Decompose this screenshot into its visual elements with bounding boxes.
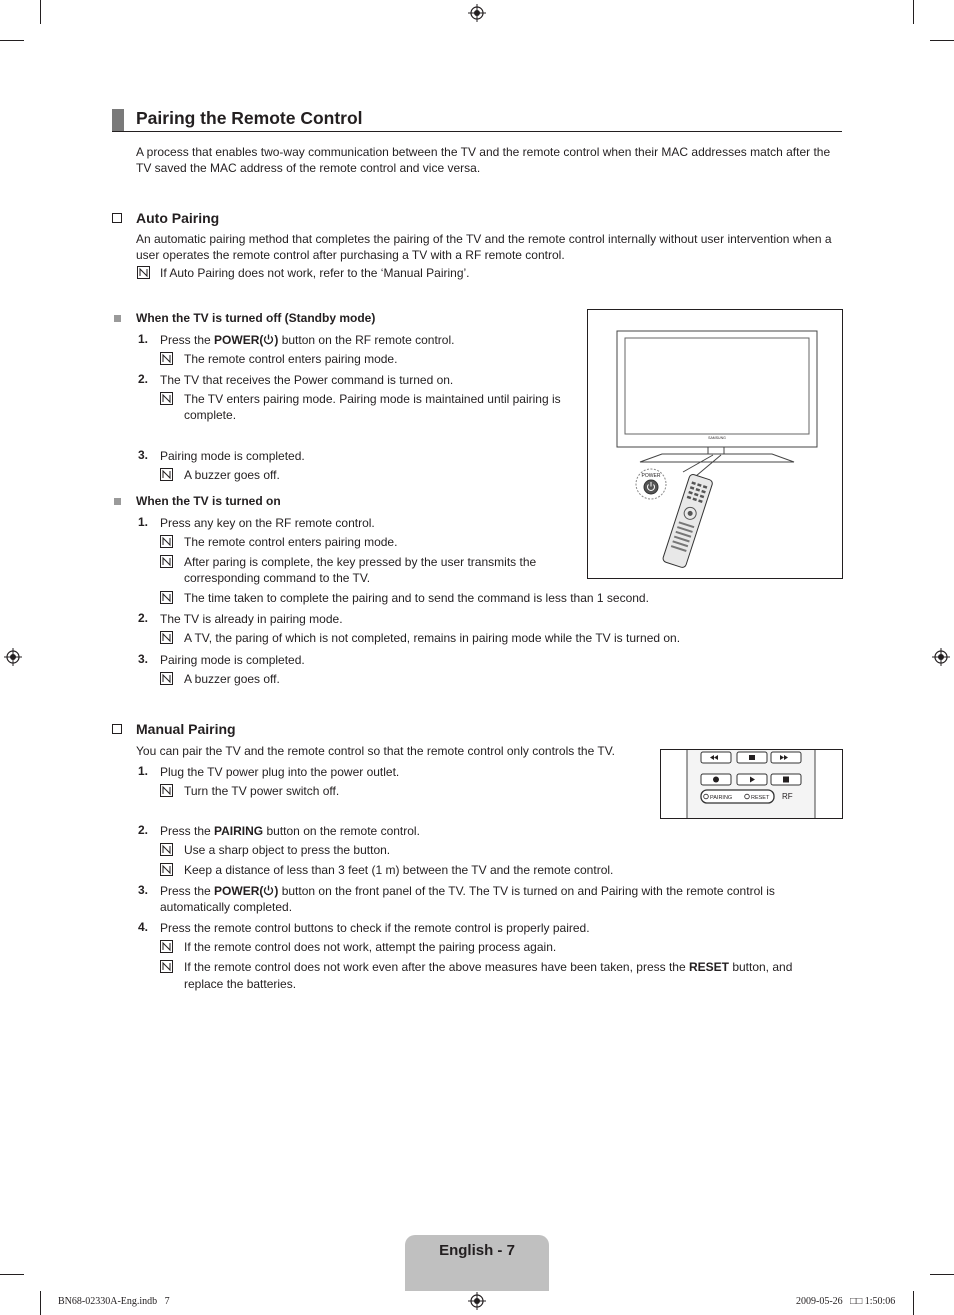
step-number: 3. xyxy=(138,883,149,897)
reset-label: RESET xyxy=(751,794,770,801)
step-number: 1. xyxy=(138,515,149,529)
note-icon xyxy=(160,392,173,405)
step-number: 4. xyxy=(138,920,149,934)
pairing-button-figure xyxy=(660,749,843,819)
registration-mark-icon xyxy=(4,648,22,666)
manual-step-2-note-1: Use a sharp object to press the button. xyxy=(184,843,391,857)
crop-mark xyxy=(40,0,41,24)
standby-step-1: Press the POWER( ) button on the RF remote control. xyxy=(160,333,455,347)
standby-step-2-note: The TV enters pairing mode. Pairing mode is maintained until pairing is complete. xyxy=(184,392,561,422)
crop-mark xyxy=(913,1291,914,1315)
manual-step-3: Press the POWER( ) button on the front panel of the TV. The TV is turned on and Pairing with the remote control is xyxy=(160,884,775,898)
manual-pairing-heading: Manual Pairing xyxy=(136,721,236,737)
crop-mark xyxy=(0,1274,24,1275)
note-icon xyxy=(160,784,173,797)
standby-step-3-note: A buzzer goes off. xyxy=(184,468,280,482)
on-step-1-note-1: The remote control enters pairing mode. xyxy=(184,535,398,549)
note-icon xyxy=(137,266,150,279)
step-number: 3. xyxy=(138,448,149,462)
step-number: 1. xyxy=(138,332,149,346)
note-icon xyxy=(160,960,173,973)
note-icon xyxy=(160,672,173,685)
auto-pairing-note: If Auto Pairing does not work, refer to the ‘Manual Pairing’. xyxy=(160,266,470,280)
crop-mark xyxy=(40,1291,41,1315)
step-number: 3. xyxy=(138,652,149,666)
tv-on-heading: When the TV is turned on xyxy=(136,494,281,508)
manual-step-1: Plug the TV power plug into the power outlet. xyxy=(160,765,400,779)
manual-step-2: Press the PAIRING button on the remote control. xyxy=(160,824,420,838)
standby-step-1-note: The remote control enters pairing mode. xyxy=(184,352,398,366)
manual-step-2-note-2: Keep a distance of less than 3 feet (1 m) between the TV and the remote control. xyxy=(184,863,614,877)
registration-mark-icon xyxy=(468,4,486,22)
title-bar xyxy=(112,109,124,131)
step-number: 2. xyxy=(138,372,149,386)
on-step-2: The TV is already in pairing mode. xyxy=(160,612,343,626)
page-number: English - 7 xyxy=(439,1242,515,1259)
intro-paragraph: A process that enables two-way communication between the TV and the remote control when their MAC addresses match after the TV saved the MAC address of the remote control and vice versa. xyxy=(136,145,831,175)
rf-label: RF xyxy=(782,792,793,801)
on-step-3-note: A buzzer goes off. xyxy=(184,672,280,686)
on-step-1: Press any key on the RF remote control. xyxy=(160,516,375,530)
step-number: 2. xyxy=(138,611,149,625)
on-step-1-note-2: After paring is complete, the key pressed by the user transmits the corresponding command to the TV. xyxy=(184,555,537,585)
note-icon xyxy=(160,843,173,856)
power-icon xyxy=(263,885,274,896)
square-bullet-icon xyxy=(114,498,121,505)
note-icon xyxy=(160,940,173,953)
manual-step-1-note: Turn the TV power switch off. xyxy=(184,784,340,798)
crop-mark xyxy=(913,0,914,24)
on-step-3: Pairing mode is completed. xyxy=(160,653,305,667)
step-number: 1. xyxy=(138,764,149,778)
title-rule xyxy=(112,131,842,132)
note-icon xyxy=(160,591,173,604)
pairing-label: PAIRING xyxy=(710,794,733,801)
auto-pairing-heading: Auto Pairing xyxy=(136,210,220,226)
note-icon xyxy=(160,555,173,568)
standby-step-2: The TV that receives the Power command is turned on. xyxy=(160,373,454,387)
remote-buttons-illustration xyxy=(661,750,842,818)
tv-remote-illustration xyxy=(588,310,842,578)
manual-step-3-line-2: automatically completed. xyxy=(160,900,293,914)
manual-step-4-note-1: If the remote control does not work, attempt the pairing process again. xyxy=(184,940,557,954)
registration-mark-icon xyxy=(468,1292,486,1310)
standby-step-3: Pairing mode is completed. xyxy=(160,449,305,463)
crop-mark xyxy=(930,1274,954,1275)
checkbox-bullet-icon xyxy=(112,213,122,223)
crop-mark xyxy=(930,40,954,41)
manual-pairing-desc: You can pair the TV and the remote control so that the remote control only controls the TV. xyxy=(136,744,615,758)
on-step-1-note-3: The time taken to complete the pairing and to send the command is less than 1 second. xyxy=(184,591,649,605)
checkbox-bullet-icon xyxy=(112,724,122,734)
manual-step-4-note-2: If the remote control does not work even after the above measures have been taken, press the RESET button, and xyxy=(184,960,793,974)
tv-remote-figure xyxy=(587,309,843,579)
power-icon xyxy=(263,334,274,345)
registration-mark-icon xyxy=(932,648,950,666)
note-icon xyxy=(160,631,173,644)
step-number: 2. xyxy=(138,823,149,837)
footer-date: 2009-05-26 □□ 1:50:06 xyxy=(796,1296,896,1307)
note-icon xyxy=(160,468,173,481)
standby-heading: When the TV is turned off (Standby mode) xyxy=(136,311,376,325)
note-icon xyxy=(160,352,173,365)
crop-mark xyxy=(0,40,24,41)
tv-brand: SAMSUNG xyxy=(708,436,726,440)
page-title: Pairing the Remote Control xyxy=(136,108,363,128)
note-icon xyxy=(160,535,173,548)
footer-file: BN68-02330A-Eng.indb 7 xyxy=(58,1296,170,1307)
manual-step-4: Press the remote control buttons to check if the remote control is properly paired. xyxy=(160,921,590,935)
on-step-2-note: A TV, the paring of which is not completed, remains in pairing mode while the TV is turned on. xyxy=(184,631,681,645)
note-icon xyxy=(160,863,173,876)
auto-pairing-desc: An automatic pairing method that completes the pairing of the TV and the remote control internally without user intervention when a user operates the remote control after purchasing a TV with a RF remote control. xyxy=(136,232,832,262)
power-label: POWER xyxy=(641,473,661,479)
square-bullet-icon xyxy=(114,315,121,322)
manual-step-4-note-2-line-2: replace the batteries. xyxy=(184,977,297,991)
